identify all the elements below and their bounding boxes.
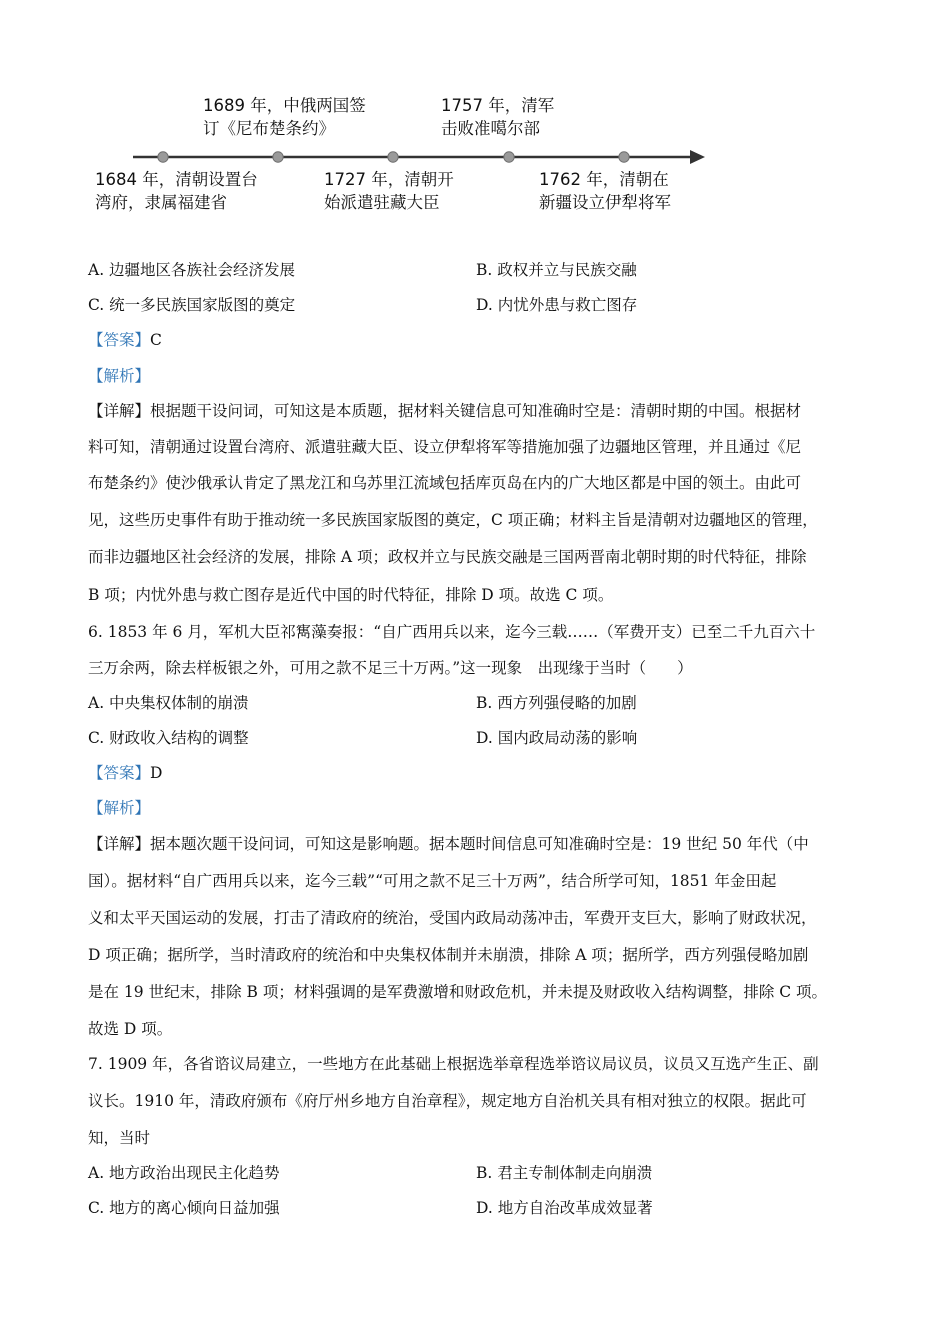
q5-detail-line-2: 料可知，清朝通过设置台湾府、派遣驻藏大臣、设立伊犁将军等措施加强了边疆地区管理，并且通过《尼 — [88, 438, 802, 456]
q6-analysis-tag — [88, 798, 150, 818]
timeline-dot-1727 — [388, 152, 398, 162]
q5-answer — [88, 330, 162, 350]
q5-option-b: B. 政权并立与民族交融 — [476, 261, 637, 279]
q6-option-d: D. 国内政局动荡的影响 — [476, 729, 638, 747]
event-line: 湾府，隶属福建省 — [95, 193, 227, 212]
answer-tag: 【答案】 — [88, 764, 151, 782]
answer-value: C — [150, 331, 162, 349]
q7-option-b: B. 君主专制体制走向崩溃 — [476, 1164, 653, 1182]
q7-option-d: D. 地方自治改革成效显著 — [476, 1199, 653, 1217]
q5-detail-line-3: 布楚条约》使沙俄承认肯定了黑龙江和乌苏里江流域包括库页岛在内的广大地区都是中国的领土。由此可 — [88, 474, 802, 492]
q6-option-a: A. 中央集权体制的崩溃 — [88, 694, 249, 712]
timeline-dot-1757 — [504, 152, 514, 162]
event-line: 1762 年，清朝在 — [539, 170, 669, 189]
answer-value: D — [150, 764, 163, 782]
timeline-event-1689 — [203, 94, 366, 140]
analysis-tag: 【解析】 — [88, 799, 151, 817]
q7-stem-line-1: 7. 1909 年，各省谘议局建立，一些地方在此基础上根据选举章程选举谘议局议员，议员又互选产生正、副 — [88, 1055, 819, 1073]
detail-text: 据本题次题干设问词，可知这是影响题。据本题时间信息可知准确时空是：19 世纪 50 年代（中 — [150, 835, 809, 853]
q6-detail-line-4: D 项正确；据所学，当时清政府的统治和中央集权体制并未崩溃，排除 A 项；据所学，西方列强侵略加剧 — [88, 946, 809, 964]
q6-stem-line-1: 6. 1853 年 6 月，军机大臣祁寯藻奏报：“自广西用兵以来，迄今三载……（军费开支）已至二千九百六十 — [88, 623, 816, 641]
timeline-dot-1762 — [619, 152, 629, 162]
timeline-event-1762 — [539, 168, 671, 214]
q7-option-c: C. 地方的离心倾向日益加强 — [88, 1199, 280, 1217]
q6-detail-line-1 — [88, 834, 809, 854]
q6-detail-line-3: 义和太平天国运动的发展，打击了清政府的统治，受国内政局动荡冲击，军费开支巨大，影响了财政状况， — [88, 909, 817, 927]
timeline-dot-1689 — [273, 152, 283, 162]
q6-option-b: B. 西方列强侵略的加剧 — [476, 694, 637, 712]
q5-analysis-tag — [88, 366, 150, 386]
event-line: 新疆设立伊犁将军 — [539, 193, 671, 212]
q6-option-c: C. 财政收入结构的调整 — [88, 729, 249, 747]
q6-detail-line-5: 是在 19 世纪末，排除 B 项；材料强调的是军费激增和财政危机，并未提及财政收入结构调整，排除 C 项。 — [88, 983, 828, 1001]
timeline-dot-1684 — [158, 152, 168, 162]
event-line: 1727 年，清朝开 — [324, 170, 454, 189]
event-line: 订《尼布楚条约》 — [203, 119, 335, 138]
q5-option-a: A. 边疆地区各族社会经济发展 — [88, 261, 296, 279]
event-line: 1684 年，清朝设置台 — [95, 170, 258, 189]
q5-detail-line-5: 而非边疆地区社会经济的发展，排除 A 项；政权并立与民族交融是三国两晋南北朝时期的时代特征，排除 — [88, 548, 807, 566]
event-line: 始派遣驻藏大臣 — [324, 193, 440, 212]
q7-option-a: A. 地方政治出现民主化趋势 — [88, 1164, 280, 1182]
q5-option-d: D. 内忧外患与救亡图存 — [476, 296, 638, 314]
event-line: 1689 年，中俄两国签 — [203, 96, 366, 115]
q7-stem-line-3: 知，当时 — [88, 1129, 151, 1147]
timeline-event-1727 — [324, 168, 454, 214]
timeline-event-1684 — [95, 168, 258, 214]
q6-detail-line-6: 故选 D 项。 — [88, 1020, 173, 1038]
analysis-tag: 【解析】 — [88, 367, 151, 385]
answer-tag: 【答案】 — [88, 331, 151, 349]
detail-tag: 【详解】 — [88, 402, 151, 420]
q6-stem-line-2: 三万余两，除去样板银之外，可用之款不足三十万两。”这一现象 出现缘于当时（ ） — [88, 659, 693, 677]
q5-detail-line-4: 见，这些历史事件有助于推动统一多民族国家版图的奠定，C 项正确；材料主旨是清朝对边疆地区的管理， — [88, 511, 818, 529]
event-line: 1757 年，清军 — [441, 96, 555, 115]
timeline-event-1757 — [441, 94, 554, 140]
q5-detail-line-1 — [88, 401, 801, 421]
q6-detail-line-2: 国）。据材料“自广西用兵以来，迄今三载”“可用之款不足三十万两”，结合所学可知，1851 年金田起 — [88, 872, 777, 890]
q5-detail-line-6: B 项；内忧外患与救亡图存是近代中国的时代特征，排除 D 项。故选 C 项。 — [88, 586, 614, 604]
q5-option-c: C. 统一多民族国家版图的奠定 — [88, 296, 296, 314]
detail-tag: 【详解】 — [88, 835, 151, 853]
q6-answer — [88, 763, 162, 783]
detail-text: 根据题干设问词，可知这是本质题，据材料关键信息可知准确时空是：清朝时期的中国。根据材 — [150, 402, 802, 420]
event-line: 击败准噶尔部 — [441, 119, 540, 138]
timeline-arrow-icon — [690, 150, 705, 164]
q7-stem-line-2: 议长。1910 年，清政府颁布《府厅州乡地方自治章程》，规定地方自治机关具有相对独立的权限。据此可 — [88, 1092, 807, 1110]
